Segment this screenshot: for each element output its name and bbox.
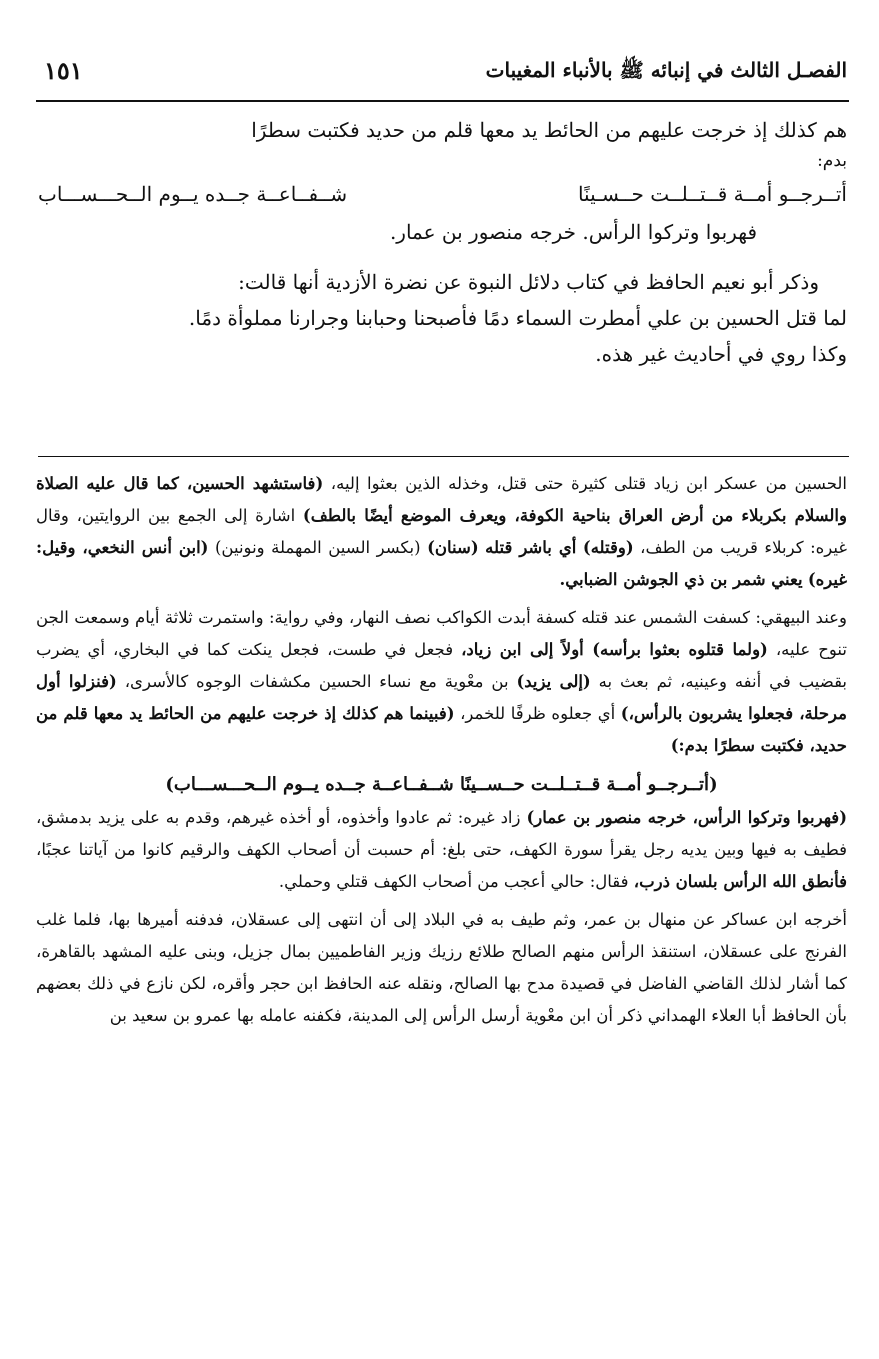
commentary-text: اشارة إلى الجمع بين الروايتين، وقال غيره: كربلاء قريب من الطف، bbox=[36, 506, 847, 557]
commentary-text: (بكسر السين المهملة ونونين) bbox=[208, 538, 428, 557]
main-text bbox=[38, 112, 847, 372]
footnote-divider bbox=[38, 456, 849, 457]
page-header bbox=[34, 56, 847, 92]
commentary-quote: (ابن أنس النخعي، وقيل: غيره) bbox=[36, 538, 847, 589]
commentary-text: فقال: حالي أعجب من أصحاب الكهف قتلي وحملي. bbox=[278, 872, 634, 891]
commentary-paragraph-3 bbox=[36, 802, 847, 898]
commentary-text: وعند البيهقي: كسفت الشمس عند قتله كسفة أبدت الكواكب نصف النهار، وفي رواية: واستمرت ثلاثة أيام وسمعت الجن تنوح عليه، bbox=[36, 608, 847, 659]
commentary-text: فجعل في طست، فجعل ينكت كما في البخاري، أي يضرب بقضيب في أنفه وعينيه، ثم بعث به bbox=[36, 640, 848, 691]
commentary-quote: فأنطق الله الرأس بلسان ذرب، bbox=[633, 872, 847, 891]
commentary-quote: (وقتله) bbox=[582, 538, 634, 557]
commentary-text: زاد غيره: ثم عادوا وأخذوه، أو أخذه غيرهم، وقدم به على يزيد بدمشق، فطيف به فيها وبين يديه رجل يقرأ سورة الكهف، حتى بلغ: أم حسبت أن أصحاب الكهف والرقيم كانوا من آياتنا عجبًا، bbox=[36, 808, 847, 859]
running-title: الفصـل الثالث في إنبائه ﷺ بالأنباء المغيبات bbox=[485, 58, 847, 82]
main-line-6: وكذا روي في أحاديث غير هذه. bbox=[595, 342, 847, 366]
commentary-paragraph-4 bbox=[36, 904, 847, 1032]
commentary bbox=[36, 468, 847, 1038]
commentary-quote: (ولما قتلوه بعثوا برأسه) أولاً إلى ابن زياد، bbox=[461, 640, 768, 659]
header-rule bbox=[36, 100, 849, 102]
commentary-quote: (فهربوا وتركوا الرأس، خرجه منصور بن عمار) bbox=[526, 808, 847, 827]
page-number: ١٥١ bbox=[44, 56, 83, 85]
commentary-paragraph-1 bbox=[36, 468, 847, 596]
commentary-text: أخرجه ابن عساكر عن منهال بن عمر، وثم طيف به في البلاد إلى أن انتهى إلى عسقلان، فدفنه أميرها بها، فلما غلب الفرنج على عسقلان، استنقذ الرأس منهم الصالح طلائع رزيك وزير الفاطميين بمال جزيل، وبنى عليه المشهد بالقاهرة، كما أشار لذلك القاضي الفاضل في قصيدة مدح بها الصالح، ونقله عنه الحافظ ابن حجر وأقره، لكن نازع في ذلك بعضهم بأن الحافظ أبا العلاء الهمداني ذكر أن ابن معْوية أرسل الرأس إلى المدينة، فكفنه عامله بها عمرو بن سعيد بن bbox=[36, 910, 847, 1025]
main-line-4: وذكر أبو نعيم الحافظ في كتاب دلائل النبوة عن نضرة الأزدية أنها قالت: bbox=[238, 270, 819, 294]
commentary-quote: (فبينما هم كذلك إذ خرجت عليهم من الحائط يد معها قلم من حديد، فكتبت سطرًا بدم:) bbox=[36, 704, 847, 755]
verse-hemistich-2: شــفــاعــة جــده يــوم الــحـــســـاب bbox=[38, 182, 348, 206]
commentary-paragraph-2 bbox=[36, 602, 847, 762]
commentary-quote: (إلى يزيد) bbox=[516, 672, 591, 691]
main-line-2: بدم: bbox=[817, 151, 847, 171]
commentary-text: الحسين من عسكر ابن زياد قتلى كثيرة حتى قتل، وخذله الذين بعثوا إليه، bbox=[323, 474, 847, 493]
commentary-text: بن معْوية مع نساء الحسين مكشفات الوجوه كالأسرى، bbox=[116, 672, 517, 691]
main-line-3: فهربوا وتركوا الرأس. خرجه منصور بن عمار. bbox=[389, 220, 757, 244]
commentary-quote: (فاستشهد الحسين، كما قال عليه الصلاة والسلام بكربلاء من أرض العراق بناحية الكوفة، ويعرف الموضع أيضًا بالطف) bbox=[36, 474, 847, 525]
commentary-quote: أي باشر قتله bbox=[485, 538, 577, 557]
commentary-quote: (فنزلوا أول مرحلة، فجعلوا يشربون بالرأس،) bbox=[36, 672, 847, 723]
main-line-1: هم كذلك إذ خرجت عليهم من الحائط يد معها قلم من حديد فكتبت سطرًا bbox=[251, 118, 847, 142]
commentary-quote: (سنان) bbox=[427, 538, 479, 557]
verse-hemistich-1: أتــرجــو أمــة قــتــلــت حــسـينًا bbox=[577, 182, 847, 206]
commentary-quote: يعني شمر بن ذي الجوشن الضبابي. bbox=[559, 570, 803, 589]
commentary-verse: (أتــرجــو أمــة قــتــلــت حــســينًا شــفــاعــة جــده يــوم الــحـــســـاب) bbox=[165, 774, 718, 795]
commentary-text: أي جعلوه ظرفًا للخمر، bbox=[454, 704, 621, 723]
main-line-5: لما قتل الحسين بن علي أمطرت السماء دمًا فأصبحنا وحبابنا وجرارنا مملوأة دمًا. bbox=[188, 306, 847, 330]
verse bbox=[38, 174, 847, 214]
